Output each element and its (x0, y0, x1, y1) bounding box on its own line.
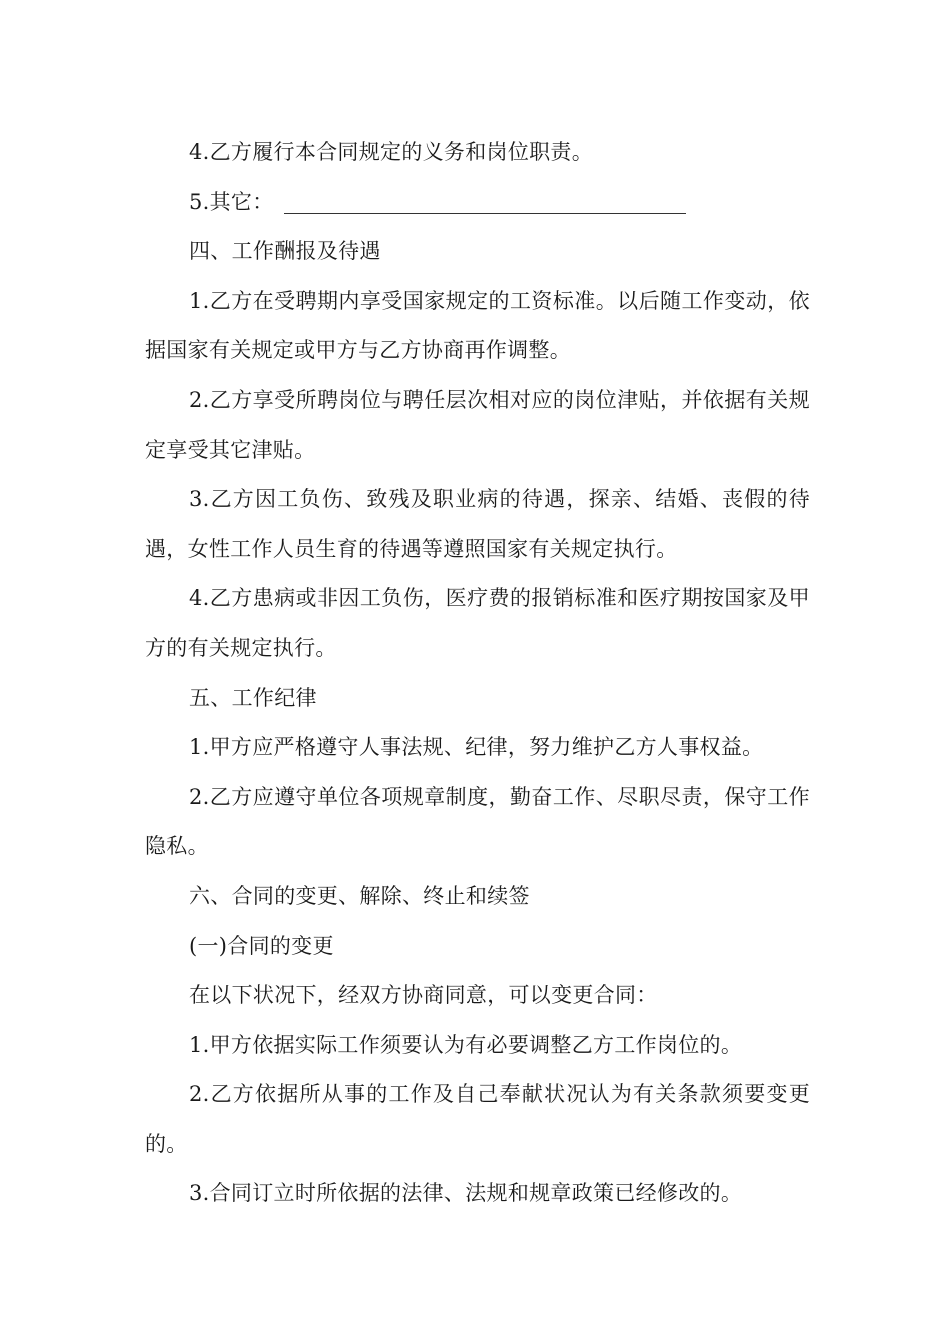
paragraph-change-2: 2.乙方依据所从事的工作及自己奉献状况认为有关条款须要变更的。 (145, 1082, 810, 1156)
other-label: 5.其它： (189, 189, 274, 214)
paragraph-allowance: 2.乙方享受所聘岗位与聘任层次相对应的岗位津贴，并依据有关规定享受其它津贴。 (145, 387, 810, 462)
section-heading-contract-change: 六、合同的变更、解除、终止和续签 (189, 883, 530, 908)
fill-in-blank (284, 193, 686, 214)
paragraph-change-1: 1.甲方依据实际工作须要认为有必要调整乙方工作岗位的。 (189, 1032, 743, 1057)
section-heading-discipline: 五、工作纪律 (189, 685, 317, 710)
paragraph-party-a-discipline: 1.甲方应严格遵守人事法规、纪律，努力维护乙方人事权益。 (189, 735, 764, 760)
paragraph-party-b-discipline: 2.乙方应遵守单位各项规章制度，勤奋工作、尽职尽责，保守工作隐私。 (145, 784, 810, 859)
subsection-heading-change: (一)合同的变更 (189, 933, 334, 958)
paragraph-salary: 1.乙方在受聘期内享受国家规定的工资标准。以后随工作变动，依据国家有关规定或甲方与乙方协商再作调整。 (145, 288, 810, 363)
paragraph-other (145, 178, 810, 228)
paragraph-duty: 4.乙方履行本合同规定的义务和岗位职责。 (189, 140, 594, 164)
section-heading-remuneration: 四、工作酬报及待遇 (189, 239, 381, 264)
paragraph-injury: 3.乙方因工负伤、致残及职业病的待遇，探亲、结婚、丧假的待遇，女性工作人员生育的待遇等遵照国家有关规定执行。 (145, 487, 810, 561)
paragraph-change-3: 3.合同订立时所依据的法律、法规和规章政策已经修改的。 (189, 1181, 743, 1206)
paragraph-medical: 4.乙方患病或非因工负伤，医疗费的报销标准和医疗期按国家及甲方的有关规定执行。 (145, 586, 810, 660)
document-page (145, 128, 810, 1219)
paragraph-change-intro: 在以下状况下，经双方协商同意，可以变更合同： (189, 983, 658, 1008)
